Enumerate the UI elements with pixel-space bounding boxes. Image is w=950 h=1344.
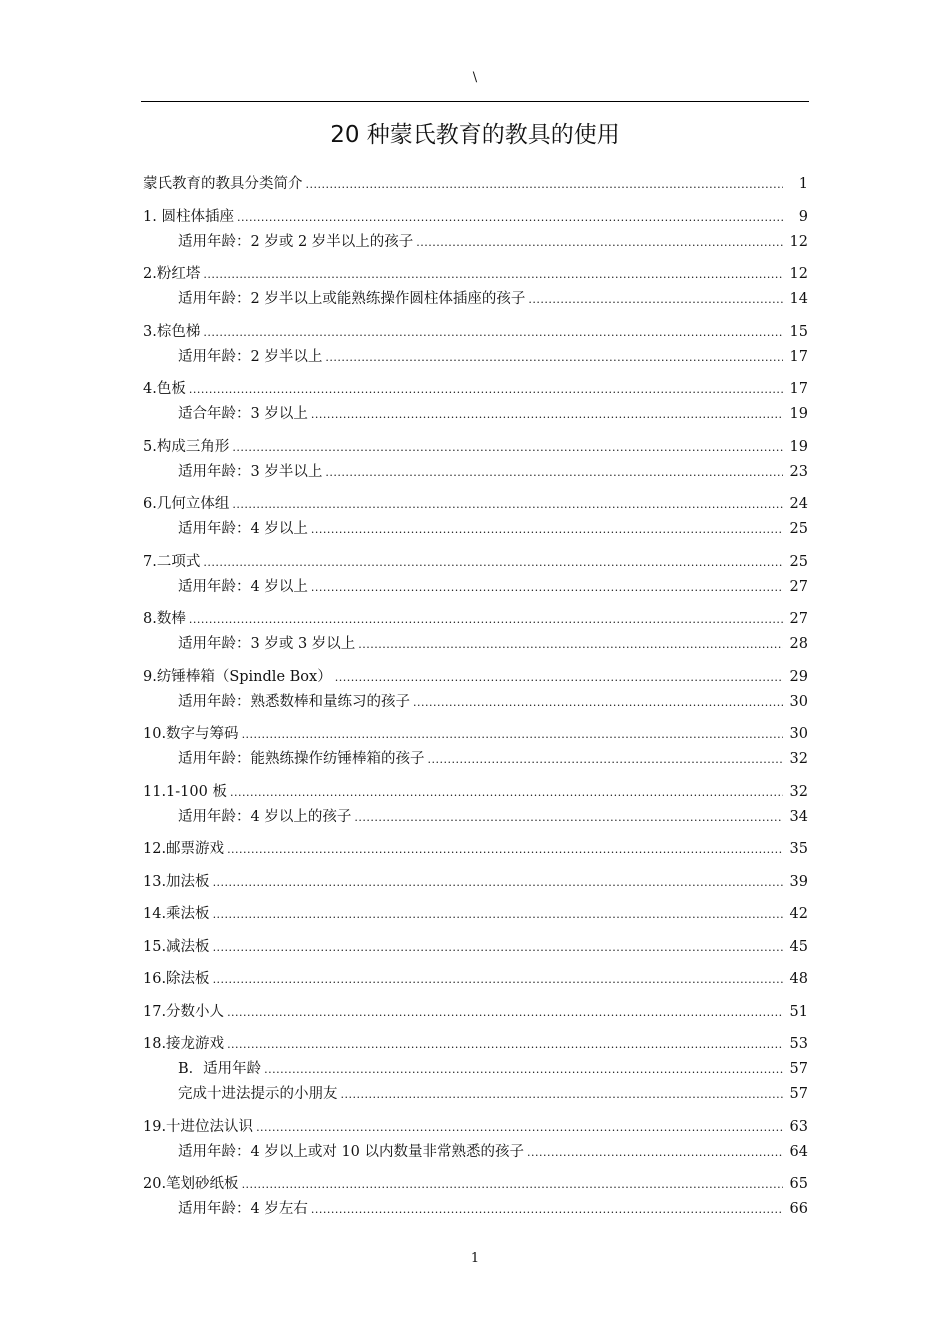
- toc-entry[interactable]: [143, 870, 808, 895]
- toc-leader-dots: [256, 1121, 783, 1134]
- toc-entry-label: 适用年龄：熟悉数棒和量练习的孩子: [178, 693, 410, 710]
- toc-entry-page: 1: [798, 176, 808, 192]
- toc-entry-page: 42: [789, 906, 808, 922]
- toc-entry-page: 15: [789, 323, 808, 340]
- toc-entry-label: 适用年龄：3 岁半以上: [178, 463, 323, 480]
- toc-entry[interactable]: [143, 345, 808, 370]
- toc-entry[interactable]: [143, 1032, 808, 1057]
- toc-entry-label: 5.构成三角形: [143, 438, 230, 455]
- toc-entry-page: 63: [789, 1118, 808, 1135]
- toc-leader-dots: [311, 408, 783, 421]
- toc-entry-label: 17.分数小人: [143, 1003, 225, 1020]
- toc-leader-dots: [311, 523, 783, 536]
- toc-leader-dots: [311, 581, 783, 594]
- toc-entry-label: 完成十进法提示的小朋友: [178, 1086, 338, 1102]
- toc-entry-label: 7.二项式: [143, 553, 201, 570]
- toc-leader-dots: [213, 941, 783, 954]
- toc-entry[interactable]: [143, 205, 808, 230]
- toc-entry-page: 45: [789, 938, 808, 955]
- toc-leader-dots: [325, 351, 783, 364]
- page-header-mark: \: [472, 70, 478, 85]
- toc-entry-page: 34: [789, 808, 808, 825]
- toc-entry-label: 适用年龄：2 岁半以上: [178, 348, 323, 365]
- toc-entry[interactable]: [143, 377, 808, 402]
- toc-entry[interactable]: [143, 1115, 808, 1140]
- toc-entry[interactable]: [143, 665, 808, 690]
- toc-entry-label: 2.粉红塔: [143, 266, 201, 282]
- toc-entry-label: 3.棕色梯: [143, 323, 201, 340]
- toc-entry-page: 12: [789, 266, 808, 282]
- toc-entry-label: 20.笔划砂纸板: [143, 1176, 239, 1192]
- toc-leader-dots: [264, 1063, 783, 1076]
- toc-leader-dots: [413, 696, 783, 709]
- toc-entry[interactable]: [143, 805, 808, 830]
- toc-entry-label: 6.几何立体组: [143, 496, 230, 512]
- toc-entry-label: 4.色板: [143, 381, 186, 397]
- toc-entry[interactable]: [143, 320, 808, 345]
- toc-entry-page: 65: [789, 1176, 808, 1192]
- toc-entry-label: 适用年龄：2 岁或 2 岁半以上的孩子: [178, 233, 414, 250]
- toc-entry-page: 66: [789, 1201, 808, 1217]
- toc-entry-page: 53: [789, 1036, 808, 1052]
- toc-entry-label: 1. 圆柱体插座: [143, 208, 234, 225]
- toc-leader-dots: [311, 1203, 783, 1216]
- toc-entry-label: 适用年龄：3 岁或 3 岁以上: [178, 636, 356, 652]
- toc-entry-label: 9.纺锤棒箱（Spindle Box）: [143, 668, 332, 685]
- document-title: 20 种蒙氏教育的教具的使用: [330, 122, 620, 148]
- toc-entry-page: 30: [789, 693, 808, 710]
- toc-entry-page: 64: [789, 1143, 808, 1160]
- toc-entry-label: 适用年龄：4 岁以上或对 10 以内数量非常熟悉的孩子: [178, 1143, 525, 1160]
- toc-entry-page: 25: [789, 521, 808, 537]
- toc-leader-dots: [358, 638, 783, 651]
- toc-entry-label: 适用年龄：4 岁以上: [178, 578, 308, 595]
- toc-entry[interactable]: [143, 902, 808, 927]
- toc-entry[interactable]: [143, 287, 808, 312]
- toc-entry[interactable]: [143, 460, 808, 485]
- page-number: 1: [470, 1251, 480, 1266]
- toc-leader-dots: [242, 1178, 783, 1191]
- toc-leader-dots: [203, 268, 783, 281]
- toc-entry-page: 35: [789, 841, 808, 857]
- toc-leader-dots: [232, 498, 783, 511]
- toc-leader-dots: [341, 1088, 784, 1101]
- toc-entry[interactable]: [143, 402, 808, 427]
- toc-leader-dots: [189, 383, 783, 396]
- toc-entry[interactable]: [143, 1000, 808, 1025]
- toc-entry-page: 9: [798, 208, 808, 225]
- toc-entry[interactable]: [143, 550, 808, 575]
- toc-entry-label: 适用年龄：4 岁以上的孩子: [178, 808, 352, 825]
- toc-entry-label: 11.1-100 板: [143, 783, 227, 800]
- toc-leader-dots: [335, 671, 783, 684]
- toc-entry-label: 16.除法板: [143, 971, 210, 987]
- toc-entry-page: 48: [789, 971, 808, 987]
- toc-entry[interactable]: [143, 690, 808, 715]
- toc-entry[interactable]: [143, 230, 808, 255]
- toc-leader-dots: [325, 466, 783, 479]
- toc-leader-dots: [227, 1038, 783, 1051]
- toc-entry-page: 29: [789, 668, 808, 685]
- toc-entry[interactable]: [143, 1197, 808, 1222]
- toc-entry[interactable]: [143, 837, 808, 862]
- toc-entry-label: 18.接龙游戏: [143, 1036, 225, 1052]
- header-divider: [141, 101, 809, 102]
- toc-entry[interactable]: [143, 262, 808, 287]
- toc-entry[interactable]: [143, 1140, 808, 1165]
- toc-entry-page: 19: [789, 406, 808, 422]
- toc-entry-label: 适用年龄：2 岁半以上或能熟练操作圆柱体插座的孩子: [178, 291, 526, 307]
- toc-leader-dots: [242, 728, 783, 741]
- toc-leader-dots: [237, 211, 783, 224]
- toc-entry-label: 蒙氏教育的教具分类简介: [143, 176, 303, 192]
- toc-leader-dots: [527, 1146, 783, 1159]
- toc-leader-dots: [213, 908, 783, 921]
- toc-leader-dots: [203, 556, 783, 569]
- toc-entry-label: 10.数字与筹码: [143, 726, 239, 742]
- toc-entry-page: 32: [789, 783, 808, 800]
- toc-entry-label: 适用年龄：4 岁以上: [178, 521, 308, 537]
- toc-entry-page: 27: [789, 578, 808, 595]
- toc-leader-dots: [189, 613, 783, 626]
- toc-entry-label: 13.加法板: [143, 873, 210, 890]
- toc-entry[interactable]: [143, 492, 808, 517]
- toc-entry-label: 8.数棒: [143, 611, 186, 627]
- toc-entry-page: 19: [789, 438, 808, 455]
- toc-entry-page: 28: [789, 636, 808, 652]
- toc-entry-label: 19.十进位法认识: [143, 1118, 254, 1135]
- toc-entry-page: 32: [789, 751, 808, 767]
- toc-entry-label: 适合年龄：3 岁以上: [178, 406, 308, 422]
- toc-entry[interactable]: [143, 780, 808, 805]
- toc-leader-dots: [227, 1006, 783, 1019]
- toc-entry-page: 17: [789, 348, 808, 365]
- toc-entry-label: 14.乘法板: [143, 906, 210, 922]
- toc-leader-dots: [213, 876, 783, 889]
- toc-entry-page: 24: [789, 496, 808, 512]
- toc-entry-page: 39: [789, 873, 808, 890]
- toc-entry[interactable]: [143, 747, 808, 772]
- toc-leader-dots: [227, 843, 783, 856]
- toc-entry-page: 12: [789, 233, 808, 250]
- toc-entry[interactable]: [143, 1082, 808, 1107]
- toc-entry-page: 25: [789, 553, 808, 570]
- toc-leader-dots: [416, 236, 783, 249]
- toc-entry-page: 51: [789, 1003, 808, 1020]
- toc-leader-dots: [306, 178, 784, 191]
- toc-entry[interactable]: [143, 575, 808, 600]
- toc-entry[interactable]: [143, 722, 808, 747]
- toc-leader-dots: [232, 441, 783, 454]
- toc-entry[interactable]: [143, 435, 808, 460]
- toc-entry-label: B．适用年龄: [178, 1061, 262, 1077]
- toc-entry-label: 适用年龄：能熟练操作纺锤棒箱的孩子: [178, 751, 425, 767]
- toc-leader-dots: [528, 293, 783, 306]
- toc-leader-dots: [203, 326, 783, 339]
- toc-entry-page: 14: [789, 291, 808, 307]
- toc-entry[interactable]: [143, 967, 808, 992]
- toc-leader-dots: [230, 786, 783, 799]
- toc-entry-page: 57: [789, 1086, 808, 1102]
- toc-entry-label: 适用年龄：4 岁左右: [178, 1201, 308, 1217]
- toc-leader-dots: [428, 753, 784, 766]
- toc-entry[interactable]: [143, 172, 808, 197]
- toc-entry[interactable]: [143, 1172, 808, 1197]
- toc-entry-label: 12.邮票游戏: [143, 841, 225, 857]
- toc-entry-page: 30: [789, 726, 808, 742]
- toc-entry[interactable]: [143, 607, 808, 632]
- toc-entry-page: 23: [789, 463, 808, 480]
- toc-entry[interactable]: [143, 517, 808, 542]
- table-of-contents: [143, 172, 808, 1222]
- toc-entry[interactable]: [143, 632, 808, 657]
- toc-entry[interactable]: [143, 1057, 808, 1082]
- toc-leader-dots: [213, 973, 783, 986]
- toc-entry-page: 17: [789, 381, 808, 397]
- toc-entry-page: 27: [789, 611, 808, 627]
- toc-leader-dots: [354, 811, 783, 824]
- toc-entry[interactable]: [143, 935, 808, 960]
- toc-entry-label: 15.减法板: [143, 938, 210, 955]
- toc-entry-page: 57: [789, 1061, 808, 1077]
